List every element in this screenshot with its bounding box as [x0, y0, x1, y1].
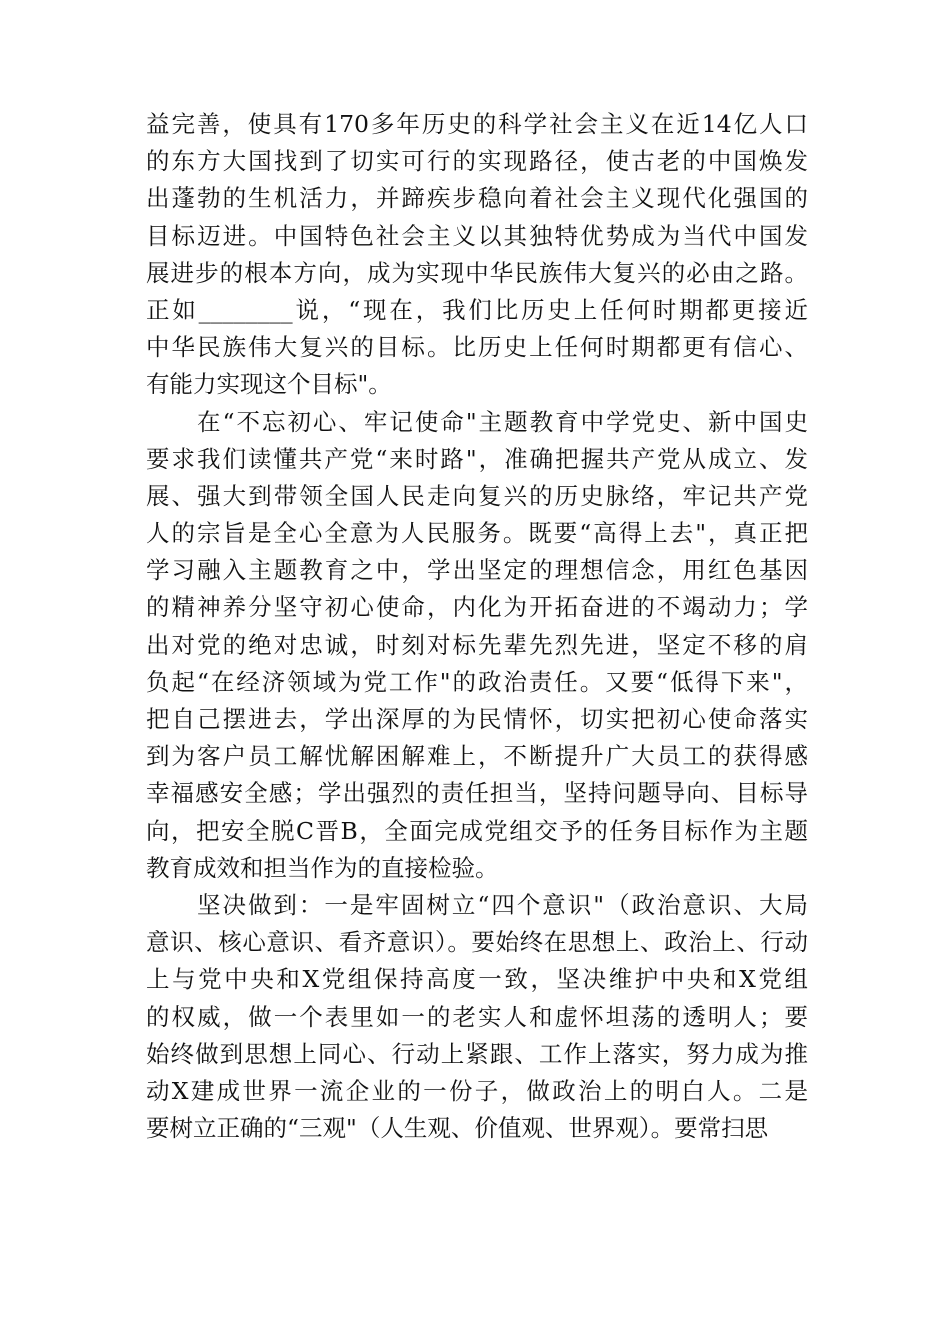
text-line: 上与党中央和X党组保持高度一致，坚决维护中央和X党组	[146, 965, 808, 994]
document-body	[146, 106, 808, 1147]
text-line: 的精神养分坚守初心使命，内化为开拓奋进的不竭动力；学	[146, 593, 808, 622]
text-line: 教育成效和担当作为的直接检验。	[146, 853, 499, 882]
text-line: 目标迈进。中国特色社会主义以其独特优势成为当代中国发	[146, 221, 808, 250]
text-line: 意识、核心意识、看齐意识）。要始终在思想上、政治上、行动	[146, 928, 808, 957]
text-line: 在“不忘初心、牢记使命"主题教育中学党史、新中国史	[146, 407, 808, 436]
text-line: 的东方大国找到了切实可行的实现路径，使古老的中国焕发	[146, 147, 808, 176]
text-line: 动X建成世界一流企业的一份子，做政治上的明白人。二是	[146, 1076, 808, 1105]
text-line: 益完善，使具有170多年历史的科学社会主义在近14亿人口	[146, 110, 808, 138]
paragraph	[146, 887, 808, 1147]
text-line: 幸福感安全感；学出强烈的责任担当，坚持问题导向、目标导	[146, 779, 808, 808]
text-line: 展进步的根本方向，成为实现中华民族伟大复兴的必由之路。	[146, 258, 808, 287]
text-line: 要树立正确的“三观"（人生观、价值观、世界观）。要常扫思	[146, 1114, 769, 1143]
text-line: 人的宗旨是全心全意为人民服务。既要“高得上去"，真正把	[146, 519, 808, 548]
text-line: 要求我们读懂共产党“来时路"，准确把握共产党从成立、发	[146, 444, 808, 473]
text-line: 始终做到思想上同心、行动上紧跟、工作上落实，努力成为推	[146, 1039, 808, 1068]
text-line: 出对党的绝对忠诚，时刻对标先辈先烈先进，坚定不移的肩	[146, 630, 808, 659]
paragraph	[146, 106, 808, 404]
paragraph	[146, 404, 808, 887]
text-line: 中华民族伟大复兴的目标。比历史上任何时期都更有信心、	[146, 333, 808, 362]
text-line: 坚决做到：一是牢固树立“四个意识"（政治意识、大局	[146, 890, 808, 919]
text-line: 向，把安全脱C晋B，全面完成党组交予的任务目标作为主题	[146, 816, 808, 845]
text-line: 负起“在经济领域为党工作"的政治责任。又要“低得下来"，	[146, 667, 808, 696]
text-line: 出蓬勃的生机活力，并蹄疾步稳向着社会主义现代化强国的	[146, 184, 808, 213]
text-line: 把自己摆进去，学出深厚的为民情怀，切实把初心使命落实	[146, 705, 808, 733]
text-line: 到为客户员工解忧解困解难上，不断提升广大员工的获得感	[146, 742, 808, 771]
text-line: 学习融入主题教育之中，学出坚定的理想信念，用红色基因	[146, 556, 808, 585]
text-line: 正如________说，“现在，我们比历史上任何时期都更接近	[146, 295, 808, 324]
text-line: 展、强大到带领全国人民走向复兴的历史脉络，牢记共产党	[146, 481, 808, 510]
text-line: 的权威，做一个表里如一的老实人和虚怀坦荡的透明人；要	[146, 1002, 808, 1031]
text-line: 有能力实现这个目标"。	[146, 370, 392, 399]
